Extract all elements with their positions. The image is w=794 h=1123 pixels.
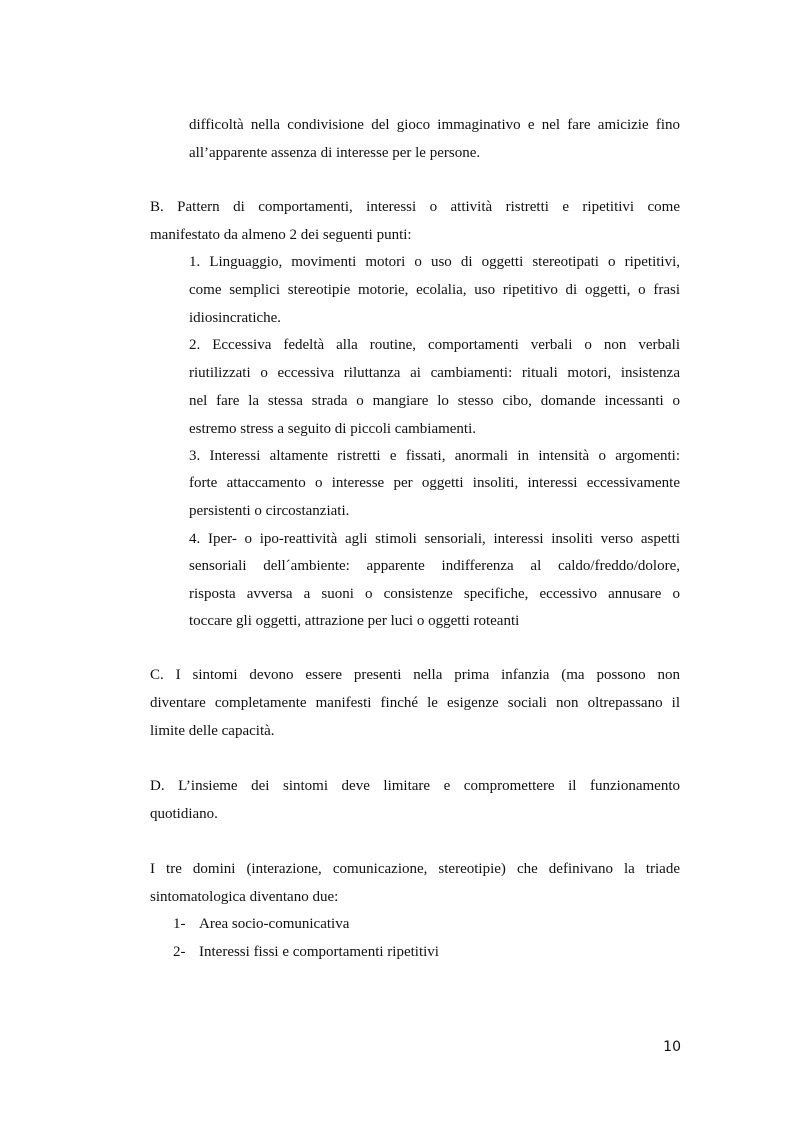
text-line: limite delle capacità.	[150, 723, 275, 739]
text-line: C. I sintomi devono essere presenti nella prima infanzia (ma possono non	[150, 667, 680, 683]
list-number: 1-	[173, 916, 186, 932]
text-line: all’apparente assenza di interesse per le persone.	[189, 145, 481, 161]
text-line: manifestato da almeno 2 dei seguenti punti:	[150, 227, 412, 243]
list-number: 2-	[173, 944, 186, 960]
text-line: nel fare la stessa strada o mangiare lo stesso cibo, domande incessanti o	[189, 393, 680, 409]
text-line: I tre domini (interazione, comunicazione, stereotipie) che definivano la triade	[150, 861, 680, 877]
text-line: B. Pattern di comportamenti, interessi o attività ristretti e ripetitivi come	[150, 199, 680, 215]
text-line: riutilizzati o eccessiva riluttanza ai cambiamenti: rituali motori, insistenza	[189, 365, 680, 381]
text-line: forte attaccamento o interesse per oggetti insoliti, interessi eccessivamente	[189, 475, 680, 491]
page-number: 10	[663, 1039, 681, 1055]
text-line: persistenti o circostanziati.	[189, 503, 350, 519]
text-line: 1. Linguaggio, movimenti motori o uso di oggetti stereotipati o ripetitivi,	[189, 254, 680, 270]
text-line: difficoltà nella condivisione del gioco immaginativo e nel fare amicizie fino	[189, 117, 680, 133]
text-line: quotidiano.	[150, 806, 218, 822]
text-line: D. L’insieme dei sintomi deve limitare e compromettere il funzionamento	[150, 778, 680, 794]
list-text: Interessi fissi e comportamenti ripetitivi	[199, 944, 439, 960]
text-line: idiosincratiche.	[189, 310, 282, 326]
text-line: toccare gli oggetti, attrazione per luci o oggetti roteanti	[189, 613, 520, 629]
text-line: 3. Interessi altamente ristretti e fissati, anormali in intensità o argomenti:	[189, 448, 680, 464]
text-line: come semplici stereotipie motorie, ecolalia, uso ripetitivo di oggetti, o frasi	[189, 282, 680, 298]
text-line: diventare completamente manifesti finché le esigenze sociali non oltrepassano il	[150, 695, 680, 711]
text-line: risposta avversa a suoni o consistenze specifiche, eccessivo annusare o	[189, 586, 680, 602]
text-line: estremo stress a seguito di piccoli cambiamenti.	[189, 421, 477, 437]
text-line: sensoriali dell´ambiente: apparente indifferenza al caldo/freddo/dolore,	[189, 558, 680, 574]
text-line: 4. Iper- o ipo-reattività agli stimoli sensoriali, interessi insoliti verso aspetti	[189, 531, 680, 547]
text-line: sintomatologica diventano due:	[150, 889, 339, 905]
text-line: 2. Eccessiva fedeltà alla routine, comportamenti verbali o non verbali	[189, 337, 680, 353]
list-text: Area socio-comunicativa	[199, 916, 350, 932]
